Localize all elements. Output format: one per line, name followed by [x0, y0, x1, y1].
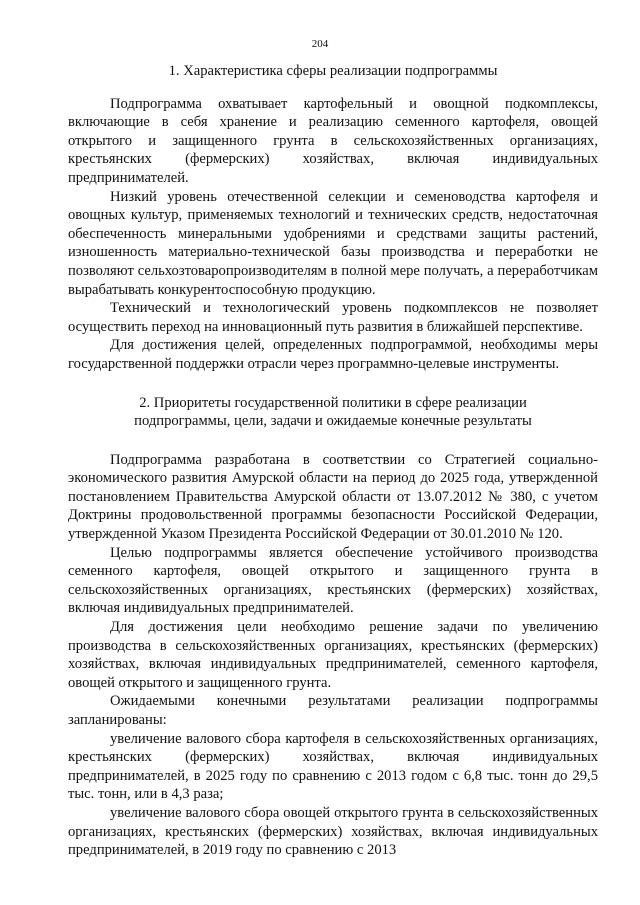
section-2-paragraph-1: Подпрограмма разработана в соответствии со Стратегией социально-экономического развития Амурской области на период до 2025 года, утвержденной постановлением Правительства Амурской области от 13.07.2012 № 380, с учетом Доктрины продовольственной программы безопасности Российской Федерации, утвержденной Указом Президента Российской Федерации от 30.01.2010 № 120. [68, 451, 598, 543]
section-1-paragraph-2: Низкий уровень отечественной селекции и семеноводства картофеля и овощных культур, применяемых технологий и технических средств, недостаточная обеспеченность минеральными удобрениями и средствами защиты растений, изношенность материально-технической базы производства и переработки не позволяют сельхозтоваропроизводителям в полной мере получать, а переработчикам вырабатывать конкурентоспособную продукцию. [68, 188, 598, 298]
section-1-paragraph-1: Подпрограмма охватывает картофельный и овощной подкомплексы, включающие в себя хранение и реализацию семенного картофеля, овощей открытого и защищенного грунта в сельскохозяйственных организациях, крестьянских (фермерских) хозяйствах, включая индивидуальных предпринимателей. [68, 95, 598, 186]
page-content [68, 62, 598, 860]
section-2-title [68, 394, 598, 431]
section-1-paragraph-4: Для достижения целей, определенных подпрограммой, необходимы меры государственной поддержки отрасли через программно-целевые инструменты. [68, 337, 598, 372]
page-number: 204 [311, 38, 329, 50]
section-1-title: 1. Характеристика сферы реализации подпрограммы [168, 63, 498, 79]
section-1-paragraph-3: Технический и технологический уровень подкомплексов не позволяет осуществить переход на инновационный путь развития в ближайшей перспективе. [68, 300, 598, 335]
expected-result-potato: увеличение валового сбора картофеля в сельскохозяйственных организациях, крестьянских (фермерских) хозяйствах, включая индивидуальных предпринимателей, в 2025 году по сравнению с 2013 годом с 6,8 тыс. тонн до 29,5 тыс. тонн, или в 4,3 раза; [68, 730, 598, 803]
section-divider-space [68, 374, 598, 394]
section-2-paragraph-3: Для достижения цели необходимо решение задачи по увеличению производства в сельскохозяйственных организациях, крестьянских (фермерских) хозяйствах, включая индивидуальных предпринимателей, семенного картофеля, овощей открытого и защищенного грунта. [68, 619, 598, 691]
section-2-title-line-1: 2. Приоритеты государственной политики в сфере реализации [139, 394, 527, 411]
section-2-paragraph-2: Целью подпрограммы является обеспечение устойчивого производства семенного картофеля, овощей открытого и защищенного грунта в сельскохозяйственных организациях, крестьянских (фермерских) хозяйствах, включая индивидуальных предпринимателей. [68, 544, 598, 617]
section-2-paragraph-4: Ожидаемыми конечными результатами реализации подпрограммы запланированы: [68, 693, 598, 728]
section-2-title-line-2: подпрограммы, цели, задачи и ожидаемые конечные результаты [134, 413, 532, 430]
expected-result-vegetables: увеличение валового сбора овощей открытого грунта в сельскохозяйственных организациях, крестьянских (фермерских) хозяйствах, включая индивидуальных предпринимателей, в 2019 году по сравнению с 2013 [68, 804, 598, 859]
